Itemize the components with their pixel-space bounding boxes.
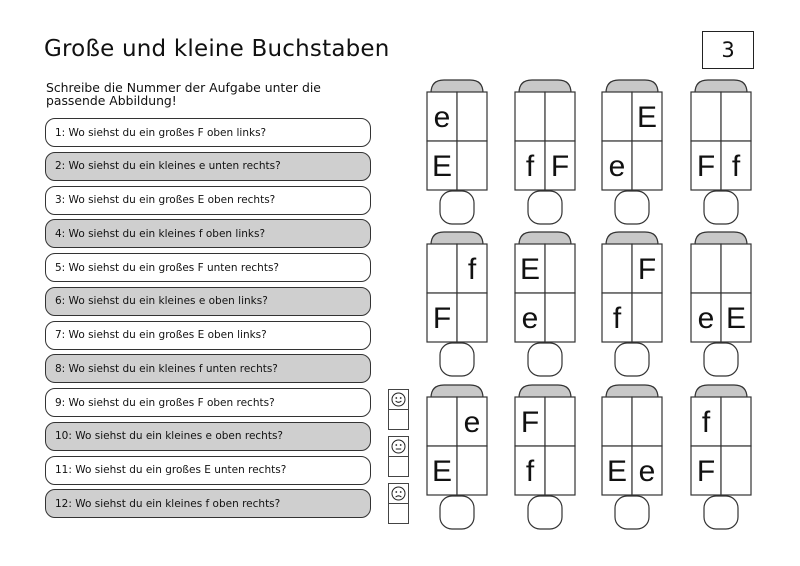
desk-letter: F xyxy=(637,253,657,286)
desk-letter: E xyxy=(606,455,628,488)
page-number: 3 xyxy=(702,31,754,69)
desk-letter: e xyxy=(608,150,626,183)
question-item: 5: Wo siehst du ein großes F unten rechts? xyxy=(45,253,371,282)
desk-cell xyxy=(457,92,487,141)
desk-letter: E xyxy=(431,150,453,183)
desk-letter: F xyxy=(550,150,570,183)
desk-cell xyxy=(721,244,751,293)
desk-picture xyxy=(515,232,575,376)
desk-letter: f xyxy=(731,150,741,183)
desk-cell xyxy=(721,92,751,141)
desk-picture xyxy=(515,80,575,224)
question-item: 11: Wo siehst du ein großes E unten rechts? xyxy=(45,456,371,485)
desk-letter: E xyxy=(725,302,747,335)
desk-picture xyxy=(691,232,751,376)
desk-letter: e xyxy=(697,302,715,335)
desk-letter: F xyxy=(696,455,716,488)
question-item: 12: Wo siehst du ein kleines f oben rechts? xyxy=(45,489,371,518)
desk-cell xyxy=(545,244,575,293)
desk-picture xyxy=(691,80,751,224)
question-item: 6: Wo siehst du ein kleines e oben links? xyxy=(45,287,371,316)
desk-cell xyxy=(691,244,721,293)
desk-cell xyxy=(515,92,545,141)
desk-letter: f xyxy=(525,150,535,183)
question-item: 8: Wo siehst du ein kleines f unten rechts? xyxy=(45,354,371,383)
instructions: Schreibe die Nummer der Aufgabe unter die passende Abbildung! xyxy=(46,80,321,108)
desk-picture xyxy=(427,80,487,224)
desk-letter: E xyxy=(636,101,658,134)
question-item: 4: Wo siehst du ein kleines f oben links? xyxy=(45,219,371,248)
desk-letter: f xyxy=(525,455,535,488)
desk-letter: e xyxy=(433,101,451,134)
question-item: 7: Wo siehst du ein großes E oben links? xyxy=(45,321,371,350)
desk-letter: E xyxy=(519,253,541,286)
desk-picture xyxy=(691,385,751,529)
desk-picture xyxy=(515,385,575,529)
question-item: 3: Wo siehst du ein großes E oben rechts? xyxy=(45,186,371,215)
desk-picture xyxy=(602,80,662,224)
desk-cell xyxy=(545,293,575,342)
desk-letter: F xyxy=(696,150,716,183)
desk-letter: F xyxy=(520,406,540,439)
desk-cell xyxy=(427,244,457,293)
page-title: Große und kleine Buchstaben xyxy=(44,36,390,62)
desk-letter: E xyxy=(431,455,453,488)
question-item: 2: Wo siehst du ein kleines e unten rechts? xyxy=(45,152,371,181)
desk-letter: f xyxy=(701,406,711,439)
desk-cell xyxy=(632,141,662,190)
desk-cell xyxy=(545,446,575,495)
desk-cell xyxy=(632,397,662,446)
desk-cell xyxy=(545,397,575,446)
desk-picture xyxy=(602,385,662,529)
desk-picture xyxy=(427,232,487,376)
desk-picture xyxy=(602,232,662,376)
question-item: 9: Wo siehst du ein großes F oben rechts? xyxy=(45,388,371,417)
desk-picture xyxy=(427,385,487,529)
desk-cell xyxy=(427,397,457,446)
desk-letter: f xyxy=(612,302,622,335)
desk-cell xyxy=(457,446,487,495)
desk-cell xyxy=(632,293,662,342)
desk-cell xyxy=(545,92,575,141)
desk-cell xyxy=(457,293,487,342)
desk-cell xyxy=(602,244,632,293)
desk-cell xyxy=(721,446,751,495)
desk-cell xyxy=(457,141,487,190)
question-item: 1: Wo siehst du ein großes F oben links? xyxy=(45,118,371,147)
desk-cell xyxy=(602,92,632,141)
desk-cell xyxy=(721,397,751,446)
desk-cell xyxy=(691,92,721,141)
desk-letter: f xyxy=(467,253,477,286)
desk-letter: e xyxy=(638,455,656,488)
desk-cell xyxy=(602,397,632,446)
desk-letter: e xyxy=(521,302,539,335)
desk-letter: F xyxy=(432,302,452,335)
question-item: 10: Wo siehst du ein kleines e oben rechts? xyxy=(45,422,371,451)
desk-letter: e xyxy=(463,406,481,439)
